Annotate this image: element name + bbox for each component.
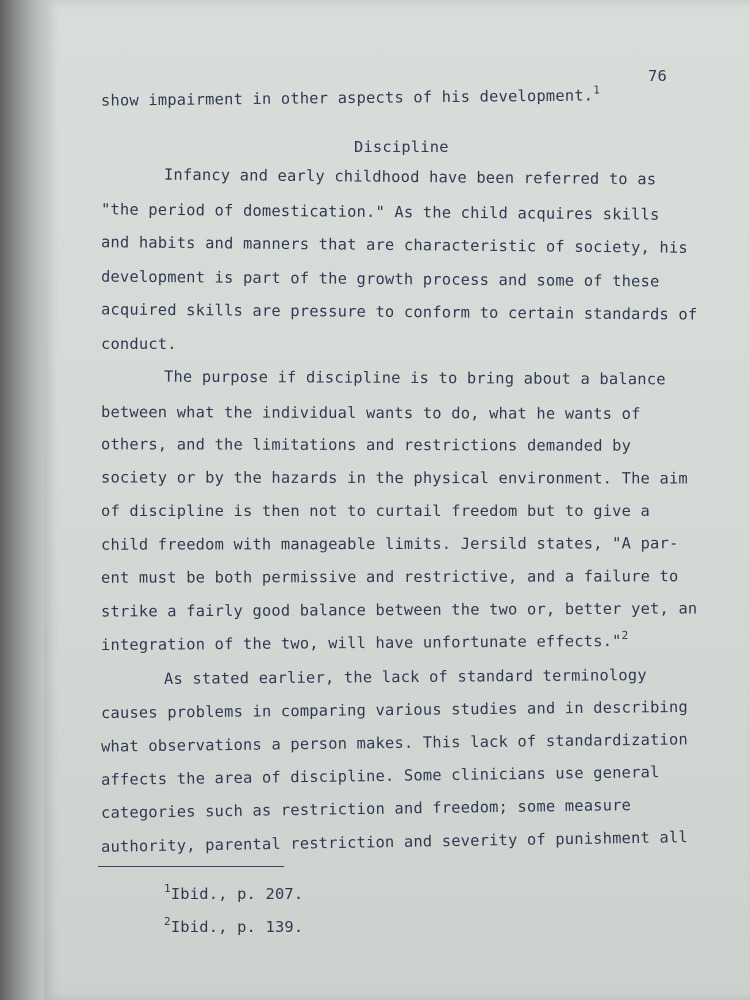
body-line: authority, parental restriction and severity of punishment all (100, 828, 688, 856)
body-line: show impairment in other aspects of his development.$^1$ (100, 83, 601, 110)
body-line: Infancy and early childhood have been referred to as (163, 165, 657, 189)
body-line: ent must be both permissive and restrictive, and a failure to (100, 567, 679, 587)
body-line: and habits and manners that are characteristic of society, his (100, 233, 688, 257)
body-line: acquired skills are pressure to conform to certain standards of (100, 300, 698, 324)
body-line: categories such as restriction and freedom; some measure (100, 796, 632, 822)
body-line: between what the individual wants to do, what he wants of (100, 403, 641, 423)
footnote: $^1$Ibid., p. 207. (164, 882, 304, 903)
footnote-separator (98, 866, 284, 867)
body-line: As stated earlier, the lack of standard terminology (163, 666, 647, 688)
body-line: child freedom with manageable limits. Jersild states, "A par- (100, 534, 679, 554)
footnote-marker: 1 (164, 882, 171, 895)
body-line: development is part of the growth process and some of these (100, 267, 660, 291)
footnote-marker: 2 (621, 628, 629, 642)
footnote-marker: 2 (164, 915, 171, 928)
footnote-marker: 1 (593, 83, 601, 97)
page-number: 76 (648, 67, 667, 85)
body-line: The purpose if discipline is to bring about a balance (163, 367, 666, 389)
body-line: conduct. (101, 335, 177, 353)
body-line: what observations a person makes. This lack of standardization (100, 730, 688, 756)
body-line: causes problems in comparing various studies and in describing (100, 697, 688, 723)
body-line: society or by the hazards in the physical environment. The aim (100, 468, 688, 488)
body-line: of discipline is then not to curtail freedom but to give a (101, 502, 651, 520)
footnote: $^2$Ibid., p. 139. (164, 915, 304, 936)
body-line: strike a fairly good balance between the two or, better yet, an (100, 599, 698, 621)
book-binding-gutter (0, 0, 44, 1000)
body-line: "the period of domestication." As the child acquires skills (100, 200, 660, 224)
section-heading: Discipline (354, 138, 449, 156)
body-line: affects the area of discipline. Some clinicians use general (100, 763, 660, 789)
body-line: others, and the limitations and restrictions demanded by (100, 435, 632, 455)
body-line: integration of the two, will have unfortunate effects."$^2$ (100, 628, 629, 655)
